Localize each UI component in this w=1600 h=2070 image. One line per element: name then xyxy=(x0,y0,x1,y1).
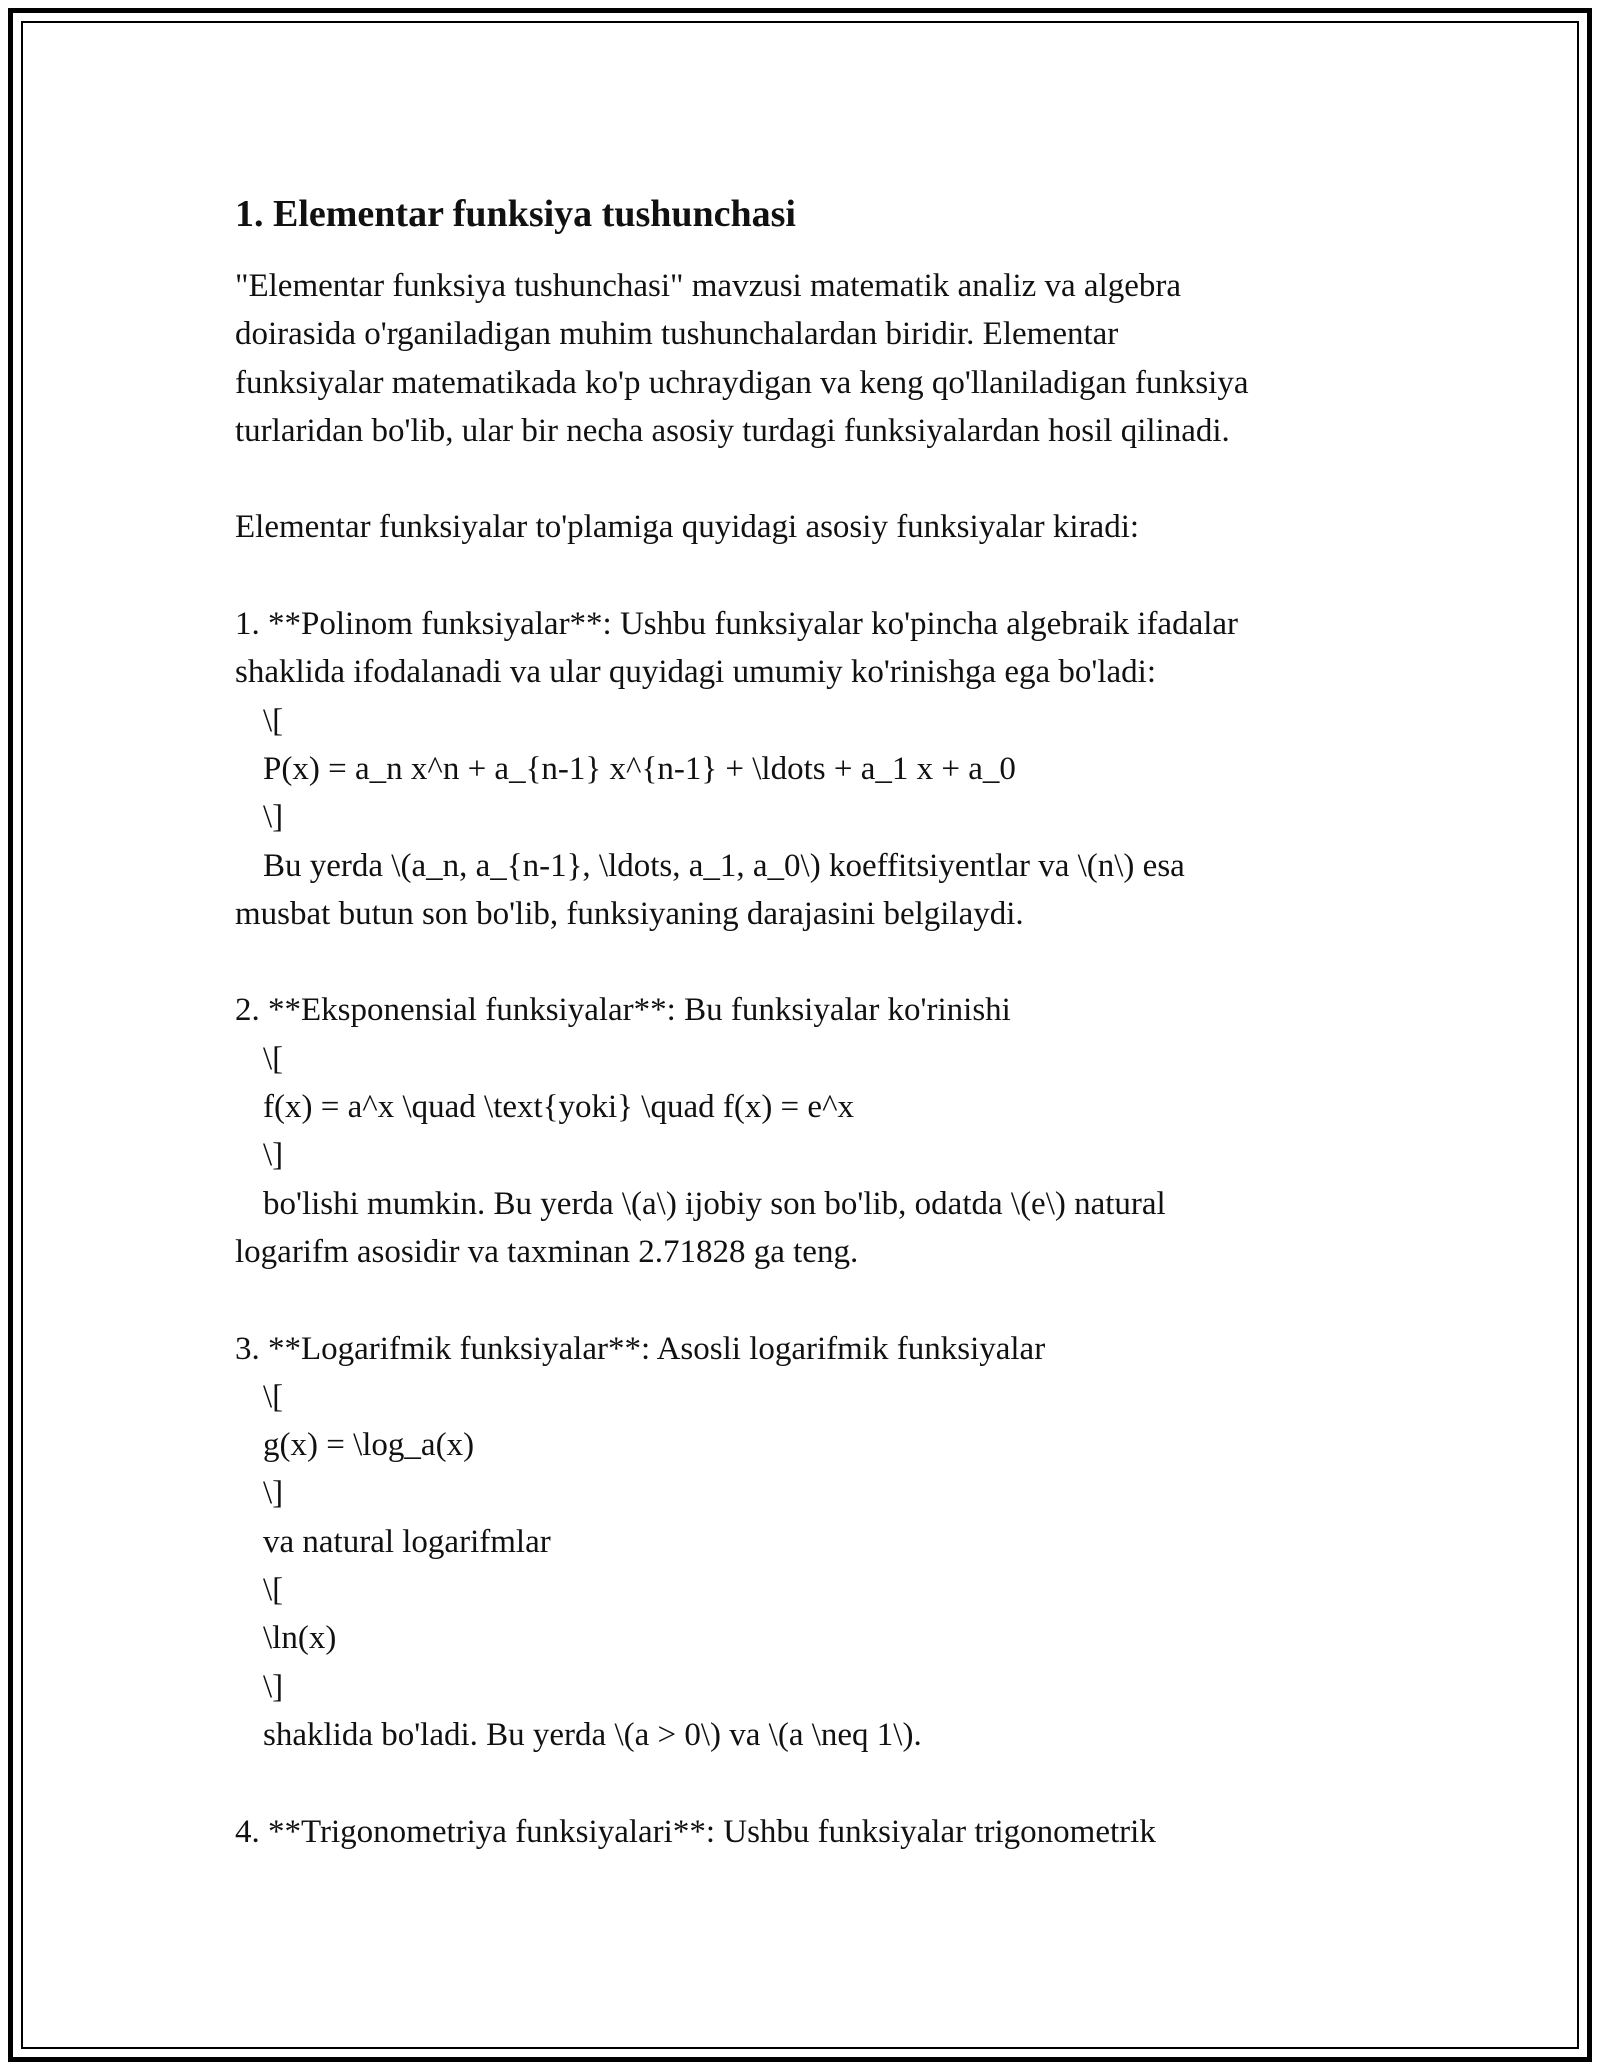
item2-explanation: bo'lishi mumkin. Bu yerda \(a\) ijobiy son bo'lib, odatda \(e\) natural xyxy=(263,1185,1166,1222)
item4-line: 4. **Trigonometriya funksiyalari**: Ushbu funksiyalar trigonometrik xyxy=(235,1813,1156,1850)
formula-open-delimiter: \[ xyxy=(263,1040,284,1077)
formula-open-delimiter: \[ xyxy=(263,1572,284,1609)
formula-close-delimiter: \] xyxy=(263,1475,284,1512)
formula-close-delimiter: \] xyxy=(263,1137,284,1174)
item3-line: 3. **Logarifmik funksiyalar**: Asosli logarifmik funksiyalar xyxy=(235,1330,1046,1367)
intro-line: turlaridan bo'lib, ular bir necha asosiy turdagi funksiyalardan hosil qilinadi. xyxy=(235,412,1230,449)
spacer xyxy=(235,1276,1405,1324)
formula-close-delimiter: \] xyxy=(263,799,284,836)
spacer xyxy=(235,455,1405,503)
list-intro: Elementar funksiyalar to'plamiga quyidagi asosiy funksiyalar kiradi: xyxy=(235,509,1140,546)
item2-explanation-cont: logarifm asosidir va taxminan 2.71828 ga teng. xyxy=(235,1233,859,1270)
item3-explanation: shaklida bo'ladi. Bu yerda \(a > 0\) va \(a \neq 1\). xyxy=(263,1716,922,1753)
item3-middle-text: va natural logarifmlar xyxy=(263,1523,551,1560)
log-formula: g(x) = \log_a(x) xyxy=(263,1427,475,1464)
item1-line: shaklida ifodalanadi va ular quyidagi umumiy ko'rinishga ega bo'ladi: xyxy=(235,654,1157,691)
item1-line: 1. **Polinom funksiyalar**: Ushbu funksiyalar ko'pincha algebraik ifadalar xyxy=(235,606,1239,643)
spacer xyxy=(235,552,1405,600)
intro-line: "Elementar funksiya tushunchasi" mavzusi matematik analiz va algebra xyxy=(235,268,1182,304)
intro-line: funksiyalar matematikada ko'p uchraydigan va keng qo'llaniladigan funksiya xyxy=(235,364,1249,401)
section-heading: 1. Elementar funksiya tushunchasi xyxy=(235,193,796,235)
formula-open-delimiter: \[ xyxy=(263,702,284,739)
item1-explanation: Bu yerda \(a_n, a_{n-1}, \ldots, a_1, a_0\) koeffitsiyentlar va \(n\) esa xyxy=(263,847,1185,884)
spacer xyxy=(235,1759,1405,1807)
exponential-formula: f(x) = a^x \quad \text{yoki} \quad f(x) = e^x xyxy=(263,1089,855,1126)
ln-formula: \ln(x) xyxy=(263,1620,337,1657)
intro-line: doirasida o'rganiladigan muhim tushunchalardan biridir. Elementar xyxy=(235,316,1119,353)
document-content xyxy=(235,186,1405,1856)
item1-explanation-cont: musbat butun son bo'lib, funksiyaning darajasini belgilaydi. xyxy=(235,895,1024,932)
spacer xyxy=(235,938,1405,986)
item2-line: 2. **Eksponensial funksiyalar**: Bu funksiyalar ko'rinishi xyxy=(235,992,1011,1029)
formula-close-delimiter: \] xyxy=(263,1668,284,1705)
formula-open-delimiter: \[ xyxy=(263,1378,284,1415)
polynomial-formula: P(x) = a_n x^n + a_{n-1} x^{n-1} + \ldots + a_1 x + a_0 xyxy=(263,750,1016,787)
